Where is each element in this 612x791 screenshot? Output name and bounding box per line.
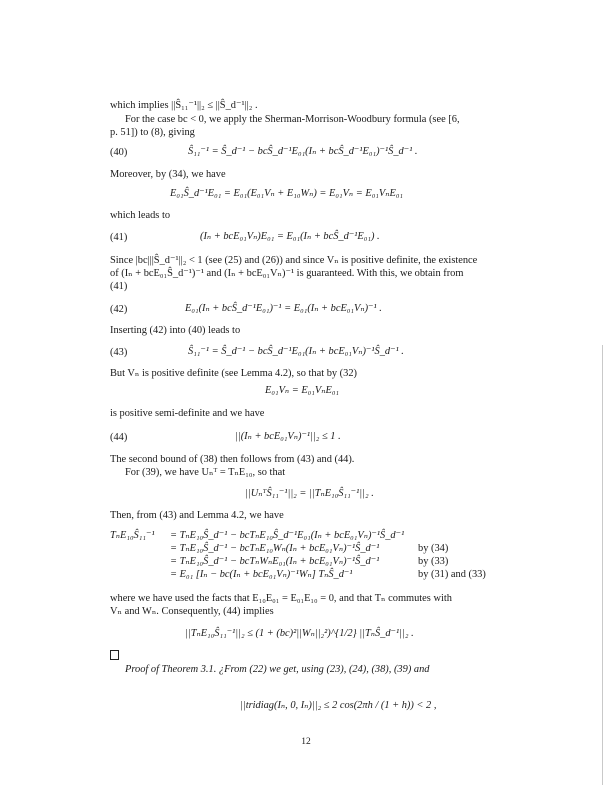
equation: E₀₁Vₙ = E₀₁VₙE₀₁ — [265, 385, 340, 396]
equation: Ŝ₁₁⁻¹ = Ŝ_d⁻¹ − bcŜ_d⁻¹E₀₁(Iₙ + bcE₀₁Vₙ)⁻¹Ŝ_d⁻¹ . — [188, 346, 404, 357]
text-line: The second bound of (38) then follows from (43) and (44). — [110, 454, 355, 465]
equation: ||TₙE₁₀Ŝ₁₁⁻¹||₂ ≤ (1 + (bc)²||Wₙ||₂²)^{1/2} ||TₙŜ_d⁻¹||₂ . — [185, 628, 414, 639]
text-line: p. 51]) to (8), giving — [110, 127, 195, 138]
text-line: where we have used the facts that E₁₀E₀₁ = E₀₁E₁₀ = 0, and that Tₙ commutes with — [110, 593, 452, 604]
equation-number: (44) — [110, 432, 128, 443]
text-line: which leads to — [110, 210, 171, 221]
text-line: of (Iₙ + bcE₀₁Ŝ_d⁻¹)⁻¹ and (Iₙ + bcE₀₁Vₙ)⁻¹ is guaranteed. With this, we obtain from — [110, 268, 464, 279]
equation-number: (40) — [110, 147, 128, 158]
text-line: For the case bc < 0, we apply the Sherman-Morrison-Woodbury formula (see [6, — [125, 114, 460, 125]
equation-justification: by (31) and (33) — [418, 569, 486, 580]
text-line: which implies ||Ŝ₁₁⁻¹||₂ ≤ ||Ŝ_d⁻¹||₂ . — [110, 100, 258, 111]
text-line: Vₙ and Wₙ. Consequently, (44) implies — [110, 606, 274, 617]
equation-number: (41) — [110, 232, 128, 243]
text-line: For (39), we have Uₙᵀ = TₙE₁₀, so that — [125, 467, 286, 478]
equation: Ŝ₁₁⁻¹ = Ŝ_d⁻¹ − bcŜ_d⁻¹E₀₁(Iₙ + bcŜ_d⁻¹E₀₁)⁻¹Ŝ_d⁻¹ . — [188, 146, 418, 157]
equation-number: (42) — [110, 304, 128, 315]
equation: ||(Iₙ + bcE₀₁Vₙ)⁻¹||₂ ≤ 1 . — [235, 431, 341, 442]
equation-array-row: = E₀₁ [Iₙ − bc(Iₙ + bcE₀₁Vₙ)⁻¹Wₙ] TₙŜ_d⁻¹ — [170, 569, 353, 580]
text-line: Proof of Theorem 3.1. ¿From (22) we get, using (23), (24), (38), (39) and — [125, 664, 430, 675]
text-line: (41) — [110, 281, 128, 292]
text-line: Then, from (43) and Lemma 4.2, we have — [110, 510, 284, 521]
text-line: Since |bc|||Ŝ_d⁻¹||₂ < 1 (see (25) and (26)) and since Vₙ is positive definite, the existence — [110, 255, 478, 266]
qed-symbol — [110, 650, 119, 660]
equation: E₀₁Ŝ_d⁻¹E₀₁ = E₀₁(E₀₁Vₙ + E₁₀Wₙ) = E₀₁Vₙ = E₀₁VₙE₀₁ — [170, 188, 404, 199]
equation-array-row: = TₙE₁₀Ŝ_d⁻¹ − bcTₙE₁₀Wₙ(Iₙ + bcE₀₁Vₙ)⁻¹Ŝ_d⁻¹ — [170, 543, 380, 554]
page-number: 12 — [301, 737, 311, 747]
equation: ||tridiag(Iₙ, 0, Iₙ)||₂ ≤ 2 cos(2πh / (1 + h)) < 2 , — [240, 700, 437, 711]
text-line: Inserting (42) into (40) leads to — [110, 325, 241, 336]
text-line: But Vₙ is positive definite (see Lemma 4.2), so that by (32) — [110, 368, 357, 379]
equation: (Iₙ + bcE₀₁Vₙ)E₀₁ = E₀₁(Iₙ + bcŜ_d⁻¹E₀₁) . — [200, 231, 380, 242]
equation-array-row: = TₙE₁₀Ŝ_d⁻¹ − bcTₙE₁₀Ŝ_d⁻¹E₀₁(Iₙ + bcE₀₁Vₙ)⁻¹Ŝ_d⁻¹ — [170, 530, 405, 541]
text-line: is positive semi-definite and we have — [110, 408, 265, 419]
equation-justification: by (33) — [418, 556, 449, 567]
equation: ||UₙᵀŜ₁₁⁻¹||₂ = ||TₙE₁₀Ŝ₁₁⁻¹||₂ . — [245, 488, 374, 499]
text-line: Moreover, by (34), we have — [110, 169, 226, 180]
scan-edge-line — [602, 345, 603, 785]
equation: E₀₁(Iₙ + bcŜ_d⁻¹E₀₁)⁻¹ = E₀₁(Iₙ + bcE₀₁Vₙ)⁻¹ . — [185, 303, 382, 314]
equation-justification: by (34) — [418, 543, 449, 554]
equation-array-lhs: TₙE₁₀Ŝ₁₁⁻¹ — [110, 530, 155, 541]
equation-number: (43) — [110, 347, 128, 358]
equation-array-row: = TₙE₁₀Ŝ_d⁻¹ − bcTₙWₙE₀₁(Iₙ + bcE₀₁Vₙ)⁻¹Ŝ_d⁻¹ — [170, 556, 380, 567]
